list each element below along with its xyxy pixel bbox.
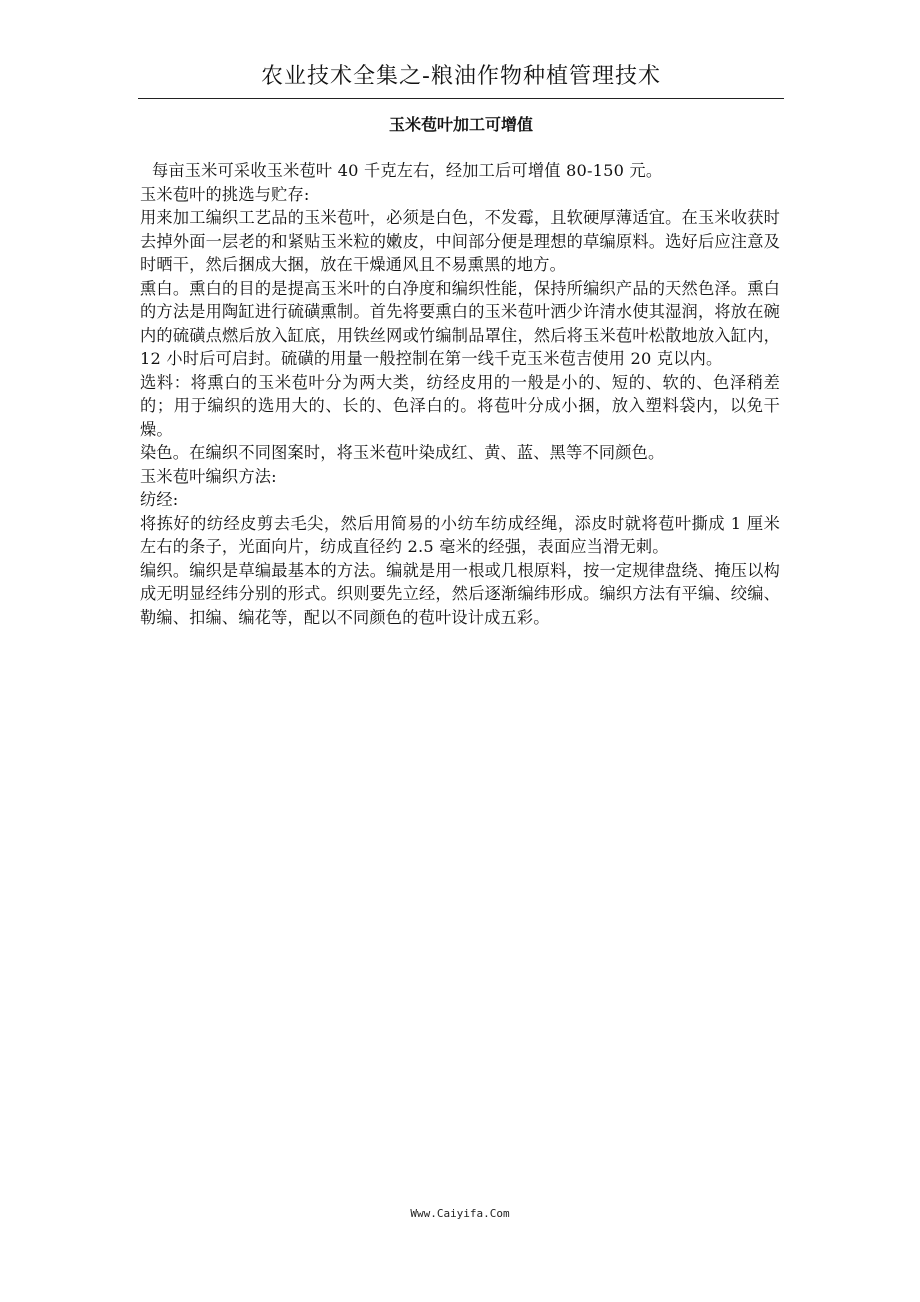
- paragraph-weaving: 编织。编织是草编最基本的方法。编就是用一根或几根原料，按一定规律盘绕、掩压以构成无明显经纬分别的形式。织则要先立经，然后逐渐编纬形成。编织方法有平编、绞编、勒编、扣编、编花等，配以不同颜色的苞叶设计成五彩。: [140, 560, 780, 627]
- paragraph-sorting: 选料：将熏白的玉米苞叶分为两大类，纺经皮用的一般是小的、短的、软的、色泽稍差的；用于编织的选用大的、长的、色泽白的。将苞叶分成小捆，放入塑料袋内，以免干燥。: [140, 372, 780, 439]
- page-footer: Www.Caiyifa.Com: [410, 1207, 510, 1220]
- paragraph-warp: 将拣好的纺经皮剪去毛尖，然后用简易的小纺车纺成经绳，添皮时就将苞叶撕成 1 厘米左右的条子，光面向片，纺成直径约 2.5 毫米的经强，表面应当滑无刺。: [140, 513, 780, 556]
- paragraph-bleaching: 熏白。熏白的目的是提高玉米叶的白净度和编织性能，保持所编织产品的天然色泽。熏白的方法是用陶缸进行硫磺熏制。首先将要熏白的玉米苞叶洒少许清水使其湿润，将放在碗内的硫磺点燃后放入缸底，用铁丝网或竹编制品罩住，然后将玉米苞叶松散地放入缸内，12 小时后可启封。硫磺的用量一般控制在第一线千克玉米苞吉使用 20 克以内。: [140, 278, 780, 368]
- paragraph-dyeing: 染色。在编织不同图案时，将玉米苞叶染成红、黄、蓝、黑等不同颜色。: [140, 443, 665, 462]
- document-title: 玉米苞叶加工可增值: [388, 115, 533, 134]
- page-header: [138, 62, 784, 99]
- document-body: [140, 159, 780, 629]
- paragraph-yield: 每亩玉米可采收玉米苞叶 40 千克左右，经加工后可增值 80-150 元。: [152, 161, 663, 180]
- paragraph-selection-heading: 玉米苞叶的挑选与贮存:: [140, 184, 310, 204]
- paragraph-selection: 用来加工编织工艺品的玉米苞叶，必须是白色，不发霉，且软硬厚薄适宜。在玉米收获时去掉外面一层老的和紧贴玉米粒的嫩皮，中间部分便是理想的草编原料。选好后应注意及时晒干，然后捆成大捆，放在干燥通风且不易熏黑的地方。: [140, 208, 780, 274]
- paragraph-weaving-heading: 玉米苞叶编织方法:: [140, 466, 277, 486]
- header-text: 农业技术全集之-粮油作物种植管理技术: [261, 64, 661, 89]
- paragraph-warp-heading: 纺经:: [140, 490, 179, 509]
